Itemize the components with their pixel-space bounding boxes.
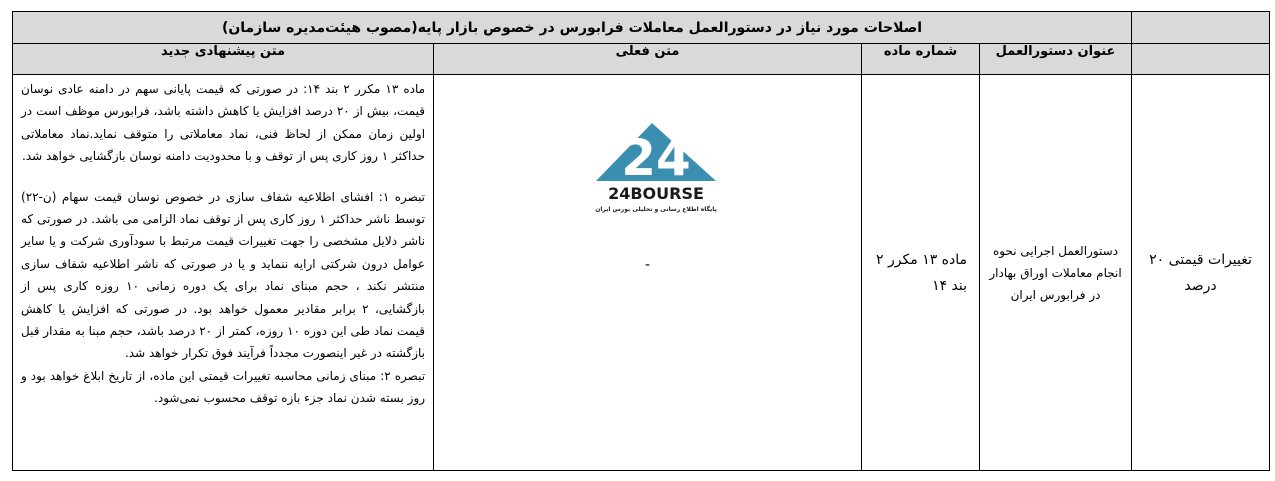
logo-mark-text: 24 — [621, 129, 691, 187]
article-number-cell: ماده ۱۳ مکرر ۲ بند ۱۴ — [862, 75, 980, 471]
document-table-wrapper — [12, 11, 1269, 471]
bourse-logo — [576, 123, 736, 217]
logo-tagline-text: پایگاه اطلاع رسانی و تحلیلی بورس ایران — [595, 206, 717, 213]
header-row — [13, 44, 1270, 75]
header-proposed-text: متن پیشنهادی جدید — [13, 44, 434, 75]
rule-title-cell: دستورالعمل اجرایی نحوه انجام معاملات اوراق بهادار در فرابورس ایران — [980, 75, 1132, 471]
proposed-text-cell — [13, 75, 434, 471]
header-current-text: متن فعلی — [434, 44, 862, 75]
logo-brand-text: 24BOURSE — [608, 184, 704, 203]
current-text-cell — [434, 75, 862, 471]
header-article-no: شماره ماده — [862, 44, 980, 75]
proposed-paragraph-note-2: تبصره ۲: مبنای زمانی محاسبه تغییرات قیمتی این ماده، از تاریخ ابلاغ خواهد بود و روز بسته شدن نماد جزء بازه توقف محسوب نمی‌شود. — [21, 368, 426, 406]
header-topic-blank — [1132, 44, 1270, 75]
amendments-table — [12, 11, 1270, 471]
title-row — [13, 12, 1270, 44]
bourse-logo-icon — [576, 123, 736, 213]
title-blank-cell — [1132, 12, 1270, 44]
proposed-paragraph-article: ماده ۱۳ مکرر ۲ بند ۱۴: در صورتی که قیمت پایانی سهم در دامنه عادی نوسان قیمت، بیش از ۲۰ درصد افزایش یا کاهش داشته باشد، فرابورس موظف است در اولین زمان ممکن از لحاظ فنی، نماد معاملاتی را متوقف نماید.نماد معاملاتی حداکثر ۱ روز کاری پس از توقف و با محدودیت دامنه نوسان بازگشایی خواهد شد. — [21, 82, 426, 164]
table-title: اصلاحات مورد نیاز در دستورالعمل معاملات فرابورس در خصوص بازار پایه(مصوب هیئت‌مدیره سازمان) — [13, 12, 1132, 44]
topic-cell: تغییرات قیمتی ۲۰ درصد — [1132, 75, 1270, 471]
header-rule-title: عنوان دستورالعمل — [980, 44, 1132, 75]
table-row — [13, 75, 1270, 471]
current-text-value: - — [645, 257, 651, 273]
proposed-paragraph-note-1: تبصره ۱: افشای اطلاعیه شفاف سازی در خصوص نوسان قیمت سهام (ن-۲۲) توسط ناشر حداکثر ۱ روز کاری پس از توقف نماد الزامی می باشد. در صورتی که ناشر دلایل مشخصی را جهت تغییرات قیمت مرتبط با سودآوری شرکت و یا سایر عوامل درون شرکتی ارایه ننماید و یا در صورتی که ناشر اطلاعیه شفاف سازی منتشر نکند ، حجم مبنای نماد برای یک دوره زمانی ۱۰ روزه کاری پس از بازگشایی، ۲ برابر مقادیر معمول خواهد بود. در صورتی که افزایش یا کاهش قیمت نماد طی این دوره ۱۰ روزه، کمتر از ۲۰ درصد باشد، حجم مبنا به مقدار قبل بازگشته در غیر اینصورت مجدداً فرآیند فوق تکرار خواهد شد. — [21, 189, 426, 361]
